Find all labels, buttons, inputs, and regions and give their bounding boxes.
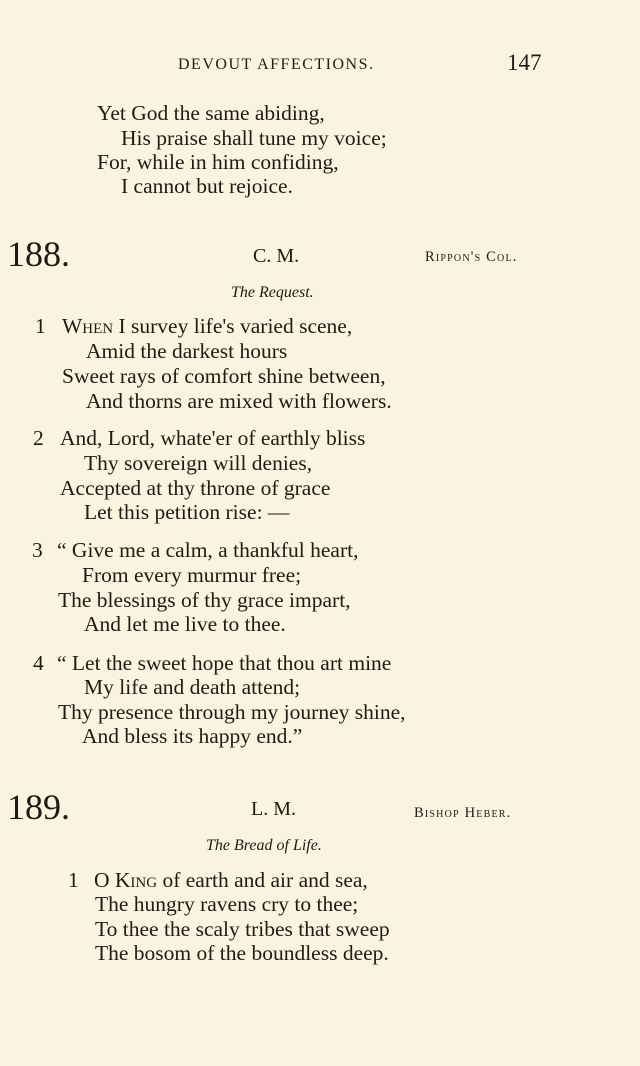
verse-first-line <box>94 868 368 892</box>
verse-line: And bless its happy end.” <box>82 724 303 748</box>
drop-word: King <box>114 868 158 892</box>
hymn-author: Rippon's Col. <box>425 249 518 265</box>
verse-first-line: “ Let the sweet hope that thou art mine <box>57 651 392 675</box>
verse-line: Thy sovereign will denies, <box>84 451 313 475</box>
page-number: 147 <box>507 50 542 75</box>
verse-line: The blessings of thy grace impart, <box>58 588 351 612</box>
hymn-number: 188. <box>7 234 70 274</box>
verse-line: My life and death attend; <box>84 675 301 699</box>
carryover-line: Yet God the same abiding, <box>97 101 325 125</box>
verse-line: From every murmur free; <box>82 563 302 587</box>
hymn-meter: C. M. <box>253 245 300 267</box>
verse-first-line: “ Give me a calm, a thankful heart, <box>57 538 359 562</box>
verse-number: 2 <box>33 426 44 450</box>
hymn-meter: L. M. <box>251 798 296 820</box>
hymn-author: Bishop Heber. <box>414 805 512 821</box>
verse-line: Thy presence through my journey shine, <box>58 700 406 724</box>
hymn-number: 189. <box>7 787 70 827</box>
verse-line: Let this petition rise: — <box>84 500 290 524</box>
verse-number: 3 <box>32 538 43 562</box>
first-line-rest: of earth and air and sea, <box>157 868 368 892</box>
first-line-rest: I survey life's varied scene, <box>113 314 353 338</box>
verse-line: And thorns are mixed with flowers. <box>86 389 392 413</box>
hymn-subtitle: The Bread of Life. <box>206 837 322 854</box>
verse-line: And let me live to thee. <box>84 612 286 636</box>
running-head: DEVOUT AFFECTIONS. <box>178 56 375 73</box>
verse-line: The bosom of the boundless deep. <box>95 941 389 965</box>
carryover-line: For, while in him confiding, <box>97 150 339 174</box>
verse-line: To thee the scaly tribes that sweep <box>95 917 390 941</box>
verse-number: 4 <box>33 651 44 675</box>
hymn-subtitle: The Request. <box>231 284 314 301</box>
carryover-line: His praise shall tune my voice; <box>121 126 387 150</box>
carryover-line: I cannot but rejoice. <box>121 174 293 198</box>
verse-number: 1 <box>68 868 79 892</box>
verse-first-line <box>62 314 352 338</box>
drop-word: When <box>62 314 114 338</box>
verse-line: The hungry ravens cry to thee; <box>95 892 359 916</box>
first-line-prefix: O <box>94 868 115 892</box>
verse-line: Amid the darkest hours <box>86 339 288 363</box>
verse-line: Accepted at thy throne of grace <box>60 476 331 500</box>
verse-number: 1 <box>35 314 46 338</box>
verse-line: Sweet rays of comfort shine between, <box>62 364 386 388</box>
verse-first-line: And, Lord, whate'er of earthly bliss <box>60 426 366 450</box>
